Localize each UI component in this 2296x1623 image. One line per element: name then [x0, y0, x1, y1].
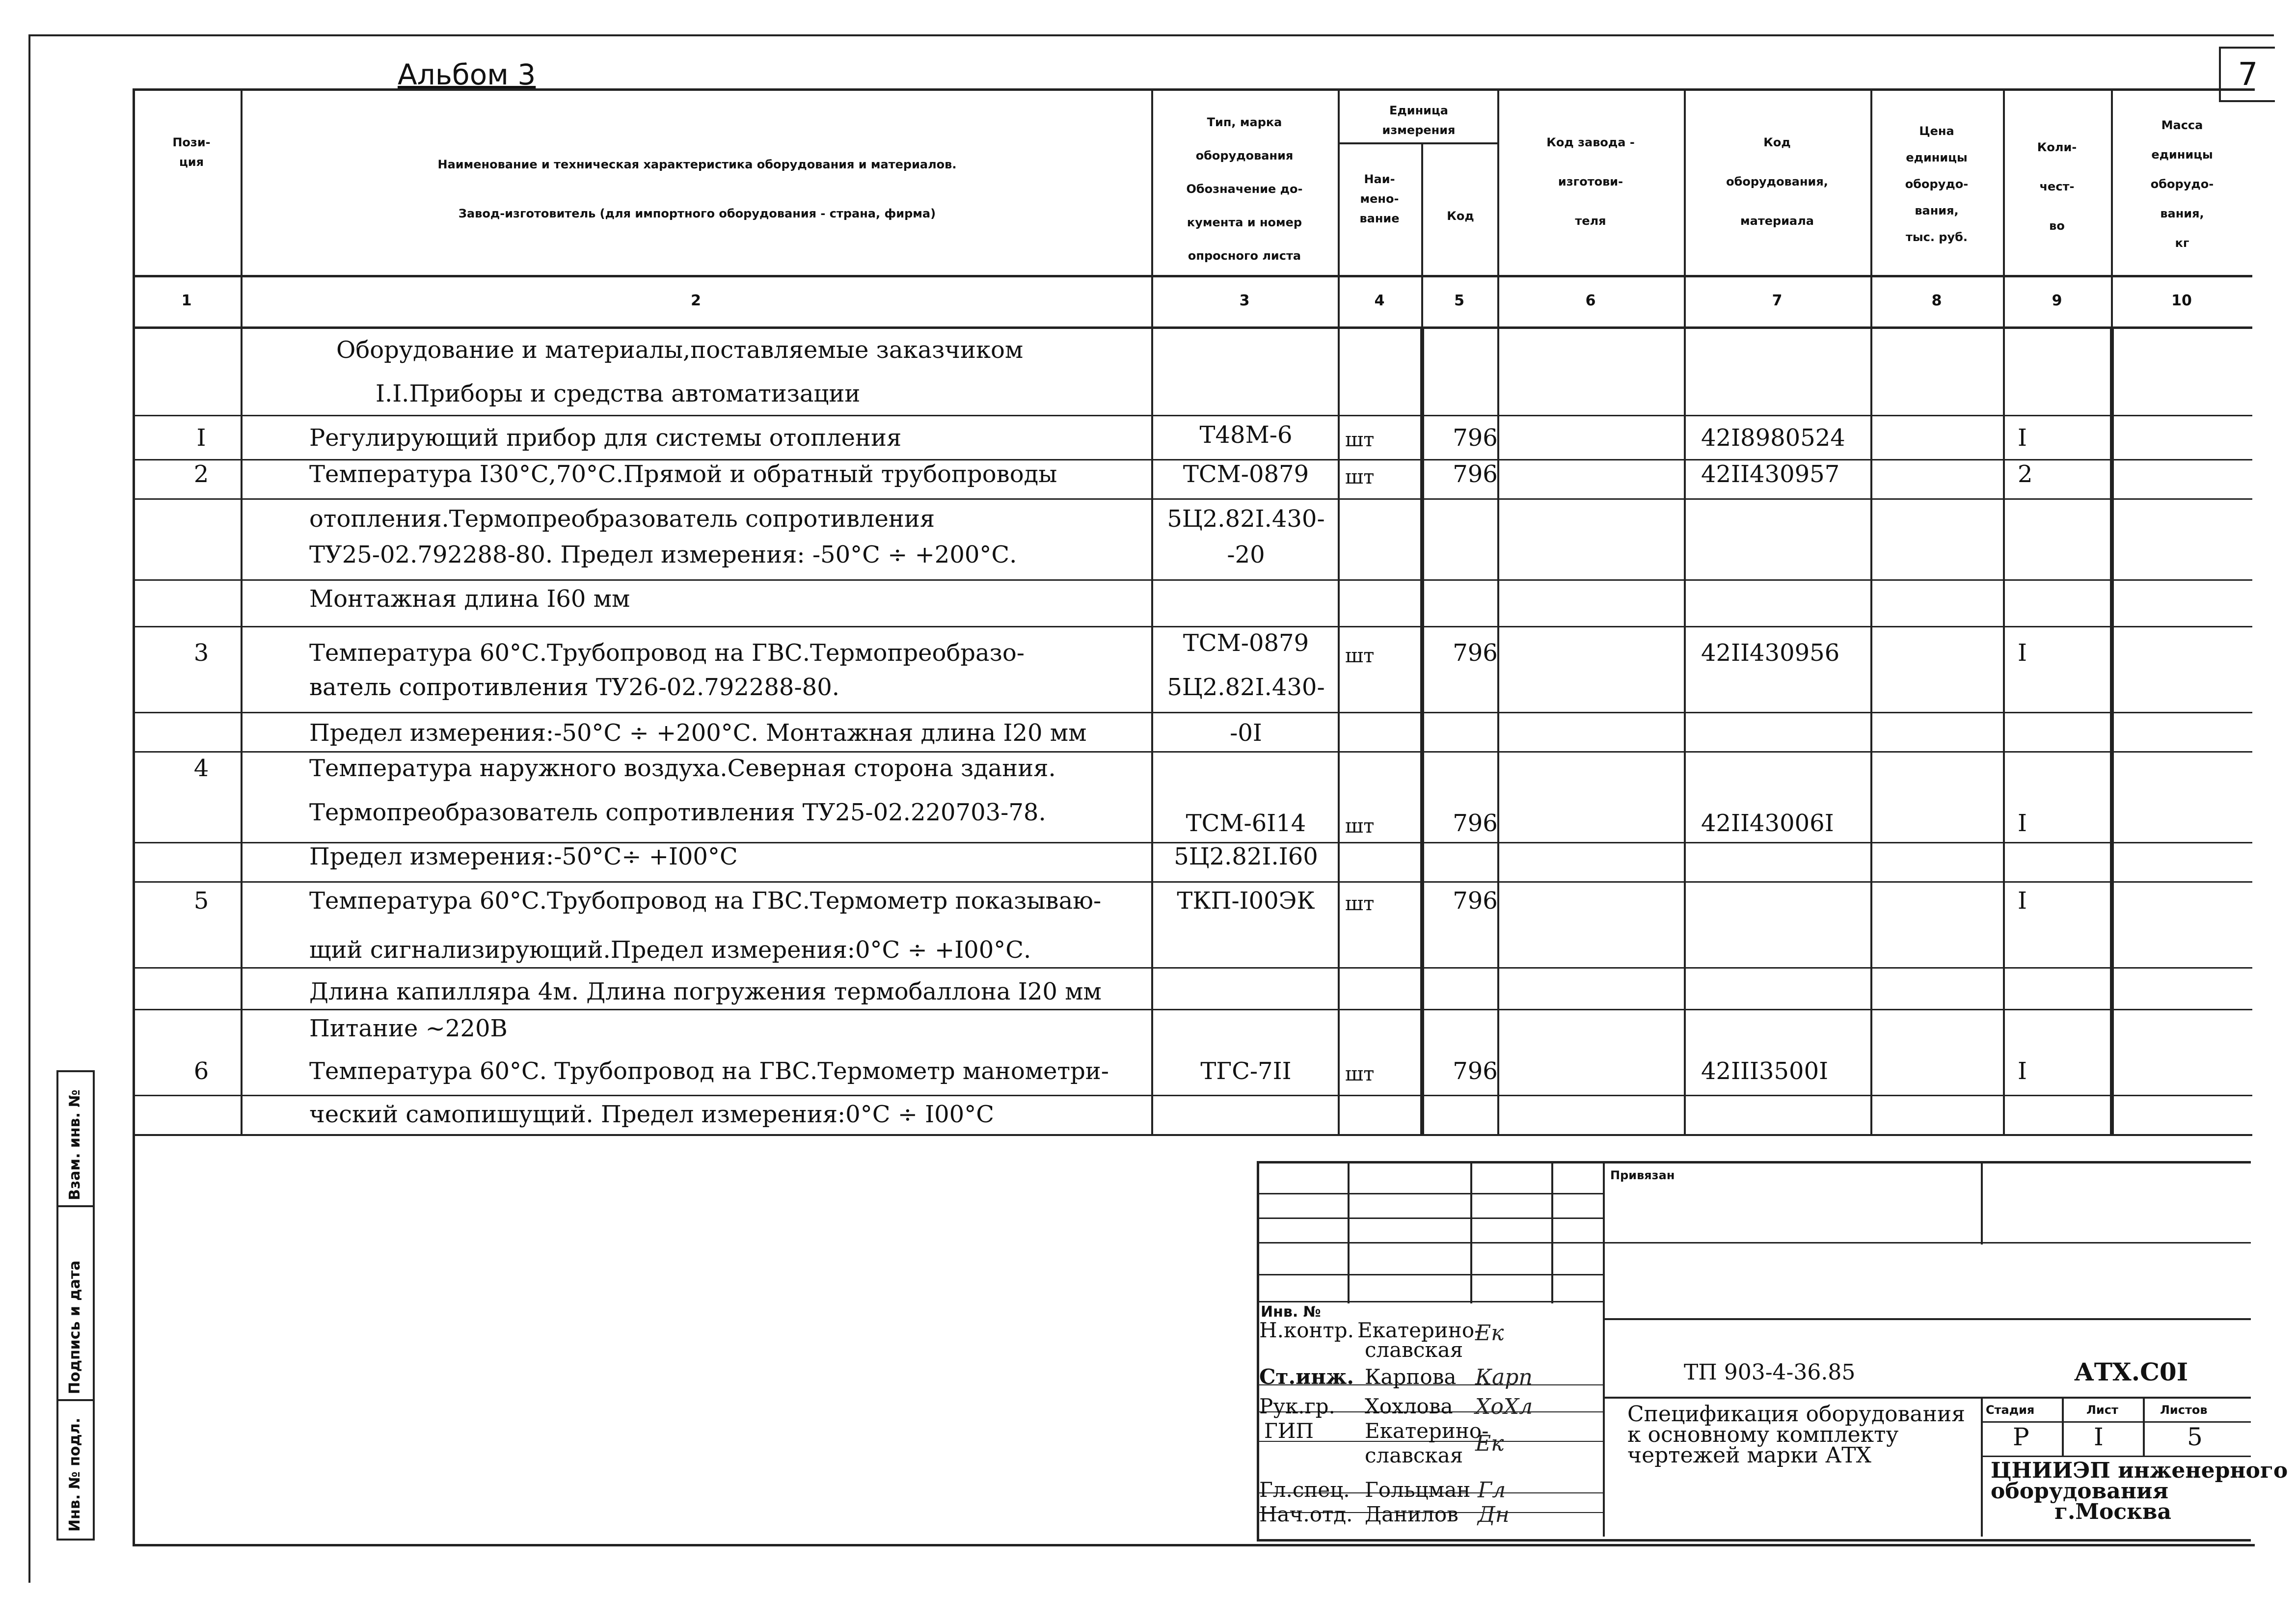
col-number: 5 [1454, 292, 1464, 309]
stamp-line [1981, 1397, 1983, 1537]
col-line [241, 88, 243, 1134]
row-line [133, 1095, 2252, 1096]
stamp-role: Ст.инж. [1259, 1365, 1354, 1389]
row-type: ТКП-I00ЭК [1177, 887, 1315, 915]
inv-no-label: Инв. № [1261, 1303, 1321, 1321]
album-label: Альбом 3 [398, 58, 536, 91]
row-line [133, 579, 2252, 581]
row-name: ватель сопротивления ТУ26-02.792288-80. [309, 674, 839, 701]
row-line [133, 498, 2252, 500]
row-code: 796 [1453, 887, 1498, 915]
stamp-person: Екатерино- [1357, 1318, 1482, 1342]
stamp-line [1257, 1274, 1603, 1275]
col-emphasis [1420, 329, 1424, 1134]
col-number: 2 [691, 292, 701, 309]
stamp-line [1257, 1301, 1603, 1302]
row-type: ТСМ-0879 [1183, 460, 1309, 488]
row-code: 796 [1453, 460, 1498, 488]
row-unit: шт [1345, 815, 1375, 838]
stamp-line [2143, 1397, 2145, 1456]
row-qty: I [2018, 424, 2027, 452]
row-line [133, 1009, 2252, 1010]
row-name: Регулирующий прибор для системы отопления [309, 424, 902, 452]
col-line [1497, 88, 1499, 1134]
row-line [133, 712, 2252, 713]
stamp-line [1603, 1318, 2251, 1320]
stamp-line [1348, 1161, 1350, 1303]
sheet-value: I [2094, 1423, 2104, 1451]
row-matcode: 42I8980524 [1701, 424, 1845, 452]
col-number: 9 [2052, 292, 2062, 309]
signature-image: Дн [1478, 1502, 1510, 1527]
stamp-line [1981, 1161, 1983, 1244]
sidebar-sign-label: Подпись и дата [66, 1260, 83, 1394]
col-line [1338, 88, 1340, 1134]
row-pos: 2 [193, 460, 209, 488]
stamp-line [1603, 1161, 1605, 1537]
row-pos: 3 [193, 639, 209, 667]
col-line [1684, 88, 1686, 1134]
row-matcode: 42II430956 [1701, 639, 1840, 667]
row-type: ТСМ-6I14 [1186, 810, 1306, 837]
row-matcode: 42II430957 [1701, 460, 1840, 488]
row-type: -20 [1227, 541, 1265, 568]
stamp-person: Данилов [1365, 1502, 1459, 1526]
stamp-person: Хохлова [1365, 1394, 1453, 1418]
row-line [133, 626, 2252, 627]
row-matcode: 42II43006I [1701, 810, 1834, 837]
row-name: ческий самопишущий. Предел измерения:0°С ÷ I00°С [309, 1101, 994, 1128]
row-name: щий сигнализирующий.Предел измерения:0°С ÷ +I00°С. [309, 936, 1031, 964]
row-type: -0I [1230, 719, 1262, 747]
row-type: 5Ц2.82I.430- [1167, 505, 1325, 533]
row-pos: 6 [193, 1057, 209, 1085]
header-col2: Наименование и техническая характеристика оборудования и материалов. Завод-изготовитель (для импортного оборудования - страна, фирма) [437, 158, 957, 220]
col-number: 1 [181, 292, 192, 309]
row-unit: шт [1345, 645, 1375, 667]
stamp-person: Карпова [1365, 1365, 1457, 1389]
stamp-role: Н.контр. [1259, 1318, 1354, 1342]
row-qty: 2 [2018, 460, 2033, 488]
col-number: 10 [2171, 292, 2192, 309]
row-code: 796 [1453, 639, 1498, 667]
row-qty: I [2018, 639, 2027, 667]
col-emphasis [2110, 329, 2114, 1134]
row-type: 5Ц2.82I.430- [1167, 674, 1325, 701]
header-col1: Пози- ция [172, 135, 211, 169]
header-line [133, 275, 2252, 277]
header-line [1338, 142, 1497, 144]
privyazan-label: Привязан [1610, 1168, 1675, 1182]
signature-image: Карп [1475, 1365, 1533, 1390]
stamp-role: Гл.спец. [1259, 1478, 1350, 1502]
header-col4: Наи- мено- вание [1359, 172, 1400, 225]
row-unit: шт [1345, 1063, 1375, 1085]
row-pos: 5 [193, 887, 209, 915]
row-line [133, 751, 2252, 753]
header-col10: Масса единицы оборудо- вания, кг [2150, 118, 2214, 250]
sidebar-line [56, 1205, 95, 1207]
row-name: Температура 60°С.Трубопровод на ГВС.Термометр показываю- [309, 887, 1102, 915]
signature-image: Ек [1475, 1431, 1504, 1456]
row-name: Температура наружного воздуха.Северная сторона здания. [309, 755, 1056, 782]
stamp-line [1603, 1242, 2251, 1244]
stage-label: Стадия [1986, 1403, 2035, 1417]
stamp-role: Рук.гр. [1259, 1394, 1335, 1418]
row-qty: I [2018, 887, 2027, 915]
row-name: Термопреобразователь сопротивления ТУ25-02.220703-78. [309, 799, 1046, 826]
stamp-line [1257, 1217, 1603, 1219]
row-matcode: 42III3500I [1701, 1057, 1829, 1085]
row-line [133, 967, 2252, 969]
row-pos: I [196, 424, 206, 452]
col-number: 6 [1585, 292, 1596, 309]
row-name: Длина капилляра 4м. Длина погружения термобаллона I20 мм [309, 978, 1102, 1005]
row-code: 796 [1453, 810, 1498, 837]
row-type: 5Ц2.82I.I60 [1174, 843, 1318, 870]
organization: ЦНИИЭП инженерного оборудования г.Москва [1991, 1458, 2288, 1524]
row-unit: шт [1345, 429, 1375, 451]
col-number: 4 [1374, 292, 1385, 309]
sheets-label: Листов [2160, 1403, 2208, 1417]
row-type: Т48М-6 [1199, 421, 1293, 449]
col-line [1870, 88, 1872, 1134]
stamp-role: Нач.отд. [1259, 1502, 1353, 1526]
row-unit: шт [1345, 466, 1375, 488]
sidebar-inv-label: Инв. № подл. [66, 1417, 83, 1532]
header-col9: Коли- чест- во [2037, 140, 2077, 233]
row-type: ТГС-7II [1200, 1057, 1292, 1085]
signature-image: Ек [1475, 1321, 1504, 1346]
row-name: Температура 60°С.Трубопровод на ГВС.Термопреобразо- [309, 639, 1025, 667]
header-col6: Код завода - изготови- теля [1546, 135, 1635, 228]
stamp-line [1603, 1397, 2251, 1399]
stage-value: Р [2013, 1423, 2029, 1451]
stamp-line [2062, 1397, 2064, 1456]
row-name: Предел измерения:-50°С÷ +I00°С [309, 843, 738, 870]
row-name: Температура I30°С,70°С.Прямой и обратный трубопроводы [309, 460, 1057, 488]
row-type: ТСМ-0879 [1183, 629, 1309, 657]
col-number: 7 [1772, 292, 1783, 309]
row-name: отопления.Термопреобразователь сопротивления [309, 505, 935, 533]
row-name: Температура 60°С. Трубопровод на ГВС.Термометр манометри- [309, 1057, 1109, 1085]
stamp-line [1470, 1161, 1472, 1303]
signature-image: Гл [1478, 1478, 1506, 1503]
stamp-line [1257, 1193, 1603, 1194]
sidebar-vzam-label: Взам. инв. № [66, 1089, 83, 1200]
stamp-role: ГИП [1264, 1419, 1314, 1443]
row-name: I.I.Приборы и средства автоматизации [376, 380, 861, 407]
row-line [133, 415, 2252, 416]
stamp-person: Гольцман [1365, 1478, 1471, 1502]
table-bottom-line [133, 1134, 2252, 1136]
row-name: Монтажная длина I60 мм [309, 585, 630, 613]
stamp-person: славская [1365, 1443, 1463, 1467]
sidebar-line [56, 1399, 95, 1401]
header-col3: Тип, марка оборудования Обозначение до- кумента и номер опросного листа [1186, 115, 1303, 263]
row-name: Оборудование и материалы,поставляемые заказчиком [336, 336, 1024, 364]
col-number: 8 [1931, 292, 1942, 309]
row-code: 796 [1453, 424, 1498, 452]
row-pos: 4 [193, 755, 209, 782]
row-unit: шт [1345, 893, 1375, 915]
row-name: Питание ~220В [309, 1015, 508, 1042]
document-title: Спецификация оборудования к основному комплекту чертежей марки АТХ [1627, 1402, 1966, 1468]
stamp-person: славская [1365, 1338, 1463, 1362]
header-col8: Цена единицы оборудо- вания, тыс. руб. [1905, 124, 1969, 244]
row-qty: I [2018, 810, 2027, 837]
header-col7: Код оборудования, материала [1726, 135, 1828, 228]
header-unit: Единица измерения [1382, 104, 1456, 137]
stamp-line [1981, 1456, 2251, 1457]
row-name: Предел измерения:-50°С ÷ +200°С. Монтажная длина I20 мм [309, 719, 1087, 747]
row-name: ТУ25-02.792288-80. Предел измерения: -50°С ÷ +200°С. [309, 541, 1017, 568]
row-code: 796 [1453, 1057, 1498, 1085]
sheets-value: 5 [2187, 1423, 2203, 1451]
sheet-label: Лист [2086, 1403, 2118, 1417]
stamp-person: Екатерино- [1365, 1419, 1489, 1443]
header-col5: Код [1447, 209, 1474, 223]
row-qty: I [2018, 1057, 2027, 1085]
col-line [1151, 88, 1153, 1134]
stamp-line [1551, 1161, 1553, 1303]
header-line [133, 326, 2252, 329]
col-number: 3 [1239, 292, 1250, 309]
sheet-corner-number: 7 [2219, 47, 2275, 102]
col-line [2003, 88, 2005, 1134]
stamp-line [1257, 1242, 1603, 1244]
signature-image: ХоХл [1475, 1394, 1533, 1419]
project-number: ТП 903-4-36.85 [1684, 1360, 1856, 1385]
drawing-code: АТХ.С0I [2074, 1357, 2188, 1386]
row-line [133, 881, 2252, 883]
